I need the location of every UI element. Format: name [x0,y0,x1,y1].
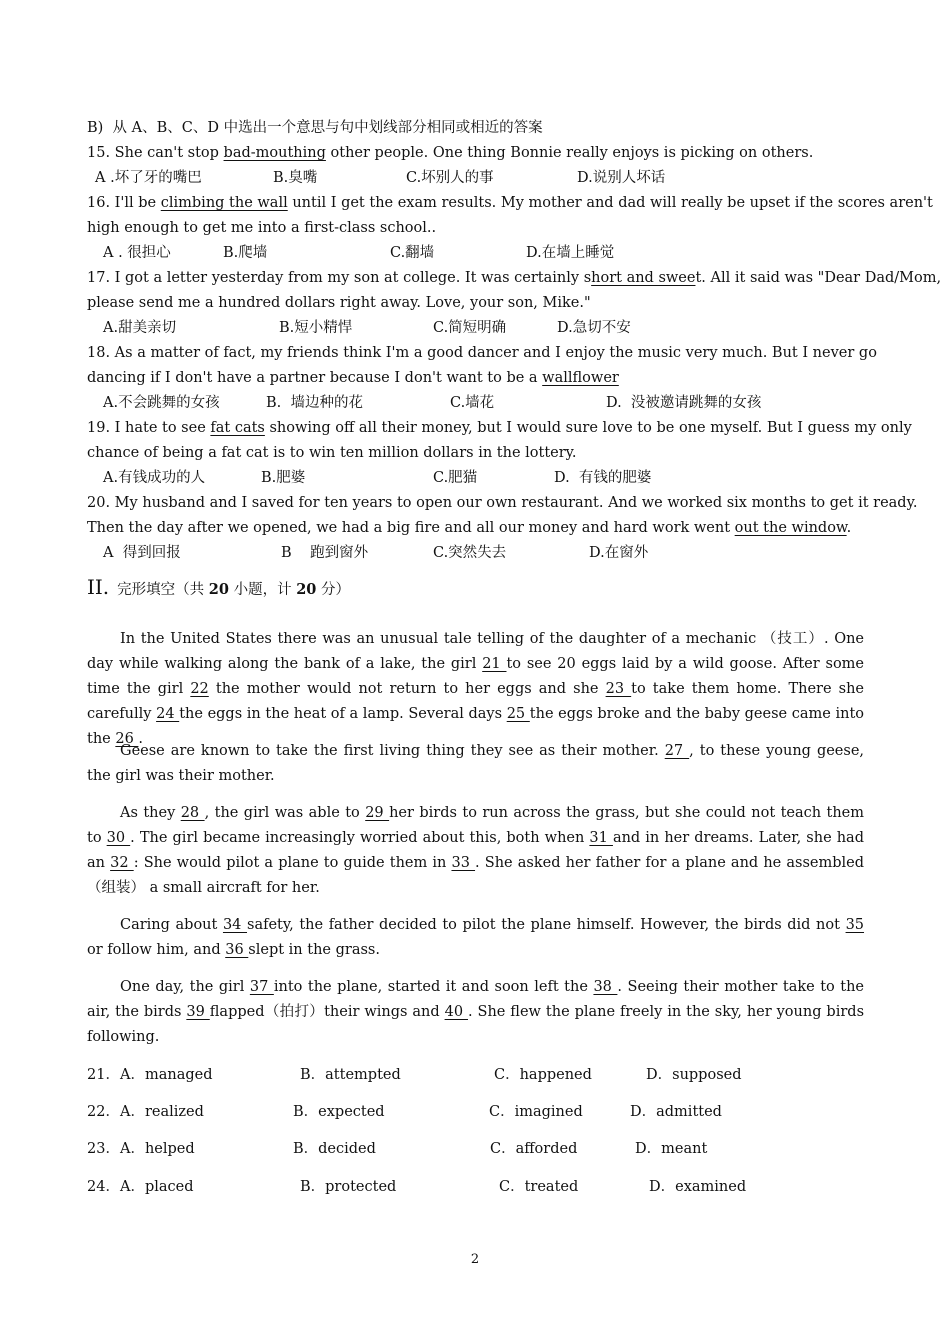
q15-option-d: D.说别人坏话 [577,170,666,186]
question-17-line2: please send me a hundred dollars right away. Love, your son, Mike." [87,295,591,311]
blank-36[interactable]: 36 [225,942,249,958]
question-18-line2: dancing if I don't have a partner because I don't want to be a wallflower [87,370,619,386]
choice-23-d[interactable]: D．meant [635,1141,708,1157]
section-roman: II. [87,575,110,599]
choice-22-c[interactable]: C．imagined [489,1104,583,1120]
choice-21-a[interactable]: A．managed [120,1067,213,1083]
passage-paragraph-5: One day, the girl 37 into the plane, started it and soon left the 38 . Seeing their mother take to the air, the birds 39 flapped（拍打）their wings and 40 . She flew the plane freely in the sky, her young birds following. [87,979,865,1045]
question-18: 18. As a matter of fact, my friends think I'm a good dancer and I enjoy the music very much. But I never go [87,345,877,361]
q16-option-d: D.在墙上睡觉 [526,245,615,261]
blank-32[interactable]: 32 [110,855,134,871]
blank-35[interactable]: 35 [845,917,865,933]
question-15: 15. She can't stop bad-mouthing other people. One thing Bonnie really enjoys is picking on others. [87,145,814,161]
blank-31[interactable]: 31 [589,830,613,846]
page-number: 2 [470,1252,480,1267]
passage-paragraph-4: Caring about 34 safety, the father decided to pilot the plane himself. However, the birds did not 35 or follow him, and 36 slept in the grass. [87,917,865,958]
q18-option-c: C.墙花 [450,395,495,411]
blank-25[interactable]: 25 [506,706,530,722]
choice-21-number: 21． [87,1067,120,1083]
blank-40[interactable]: 40 [444,1004,468,1020]
q16-option-c: C.翻墙 [390,245,435,261]
q15-option-a: A .坏了牙的嘴巴 [95,170,202,186]
choice-21-c[interactable]: C．happened [494,1067,592,1083]
choice-22-b[interactable]: B．expected [293,1104,385,1120]
q19-option-b: B.肥婆 [261,470,306,486]
blank-27[interactable]: 27 [664,743,690,759]
q19-option-a: A.有钱成功的人 [103,470,206,486]
q20-option-a: A 得到回报 [103,545,181,561]
question-20: 20. My husband and I saved for ten years to open our own restaurant. And we worked six months to get it ready. [87,495,918,511]
question-16-line2: high enough to get me into a first-class school.. [87,220,437,236]
choice-21-b[interactable]: B．attempted [300,1067,401,1083]
choice-24-b[interactable]: B．protected [300,1179,397,1195]
q15-option-b: B.臭嘴 [273,170,318,186]
choice-23-b[interactable]: B．decided [293,1141,376,1157]
choice-22-number: 22． [87,1104,120,1120]
choice-22-d[interactable]: D．admitted [630,1104,722,1120]
q17-option-d: D.急切不安 [557,320,631,336]
choice-21-d[interactable]: D．supposed [646,1067,742,1083]
passage-paragraph-3: As they 28 , the girl was able to 29 her birds to run across the grass, but she could not teach them to 30 . The girl became increasingly worried about this, both when 31 and in her dreams. Later, she had an 32 : She would pilot a plane to guide them in 33 . She asked her father for a plane and he assembled（组装） a small aircraft for her. [87,805,865,896]
blank-39[interactable]: 39 [186,1004,210,1020]
choice-23-number: 23． [87,1141,120,1157]
blank-30[interactable]: 30 [106,830,131,846]
q17-option-c: C.简短明确 [433,320,507,336]
blank-26[interactable]: 26 [115,731,139,747]
choice-23-c[interactable]: C．afforded [490,1141,578,1157]
passage-paragraph-2: Geese are known to take the first living thing they see as their mother. 27 , to these young geese, the girl was their mother. [87,743,865,784]
blank-28[interactable]: 28 [180,805,205,821]
choice-24-d[interactable]: D．examined [649,1179,747,1195]
blank-37[interactable]: 37 [249,979,274,995]
q19-option-c: C.肥猫 [433,470,478,486]
choice-24-c[interactable]: C．treated [499,1179,579,1195]
section-2-heading: II. 完形填空（共 20 小题，计 20 分） [87,575,350,599]
part-b-heading: B) 从 A、B、C、D 中选出一个意思与句中划线部分相同或相近的答案 [87,120,543,136]
choice-22-a[interactable]: A．realized [120,1104,204,1120]
choice-24-number: 24． [87,1179,120,1195]
q17-option-a: A.甜美亲切 [103,320,177,336]
blank-21[interactable]: 21 [482,656,507,672]
q18-option-a: A.不会跳舞的女孩 [103,395,220,411]
question-20-line2: Then the day after we opened, we had a big fire and all our money and hard work went out the window. [87,520,852,536]
blank-24[interactable]: 24 [156,706,180,722]
q17-option-b: B.短小精悍 [279,320,353,336]
question-19: 19. I hate to see fat cats showing off all their money, but I would sure love to be one myself. But I guess my only [87,420,912,436]
blank-29[interactable]: 29 [365,805,390,821]
blank-23[interactable]: 23 [605,681,632,697]
question-16: 16. I'll be climbing the wall until I get the exam results. My mother and dad will really be upset if the scores aren't [87,195,933,211]
q16-option-a: A . 很担心 [103,245,171,261]
q20-option-b: B 跑到窗外 [281,545,369,561]
q20-option-c: C.突然失去 [433,545,507,561]
q16-option-b: B.爬墙 [223,245,268,261]
q15-option-c: C.坏别人的事 [406,170,494,186]
blank-38[interactable]: 38 [593,979,618,995]
q19-option-d: D. 有钱的肥婆 [554,470,652,486]
question-17: 17. I got a letter yesterday from my son at college. It was certainly short and sweet. All it said was "Dear Dad/Mom, [87,270,942,286]
choice-24-a[interactable]: A．placed [120,1179,194,1195]
passage-paragraph-1: In the United States there was an unusual tale telling of the daughter of a mechanic （技工）. One day while walking along the bank of a lake, the girl 21 to see 20 eggs laid by a wild goose. After some time the girl 22 the mother would not return to her eggs and she 23 to take them home. There she carefully 24 the eggs in the heat of a lamp. Several days 25 the eggs broke and the baby geese came into the 26 . [87,631,865,747]
blank-33[interactable]: 33 [451,855,476,871]
question-19-line2: chance of being a fat cat is to win ten million dollars in the lottery. [87,445,577,461]
blank-34[interactable]: 34 [222,917,248,933]
q18-option-b: B. 墙边种的花 [266,395,363,411]
blank-22[interactable]: 22 [190,681,209,697]
q18-option-d: D. 没被邀请跳舞的女孩 [606,395,762,411]
q20-option-d: D.在窗外 [589,545,649,561]
choice-23-a[interactable]: A．helped [120,1141,195,1157]
